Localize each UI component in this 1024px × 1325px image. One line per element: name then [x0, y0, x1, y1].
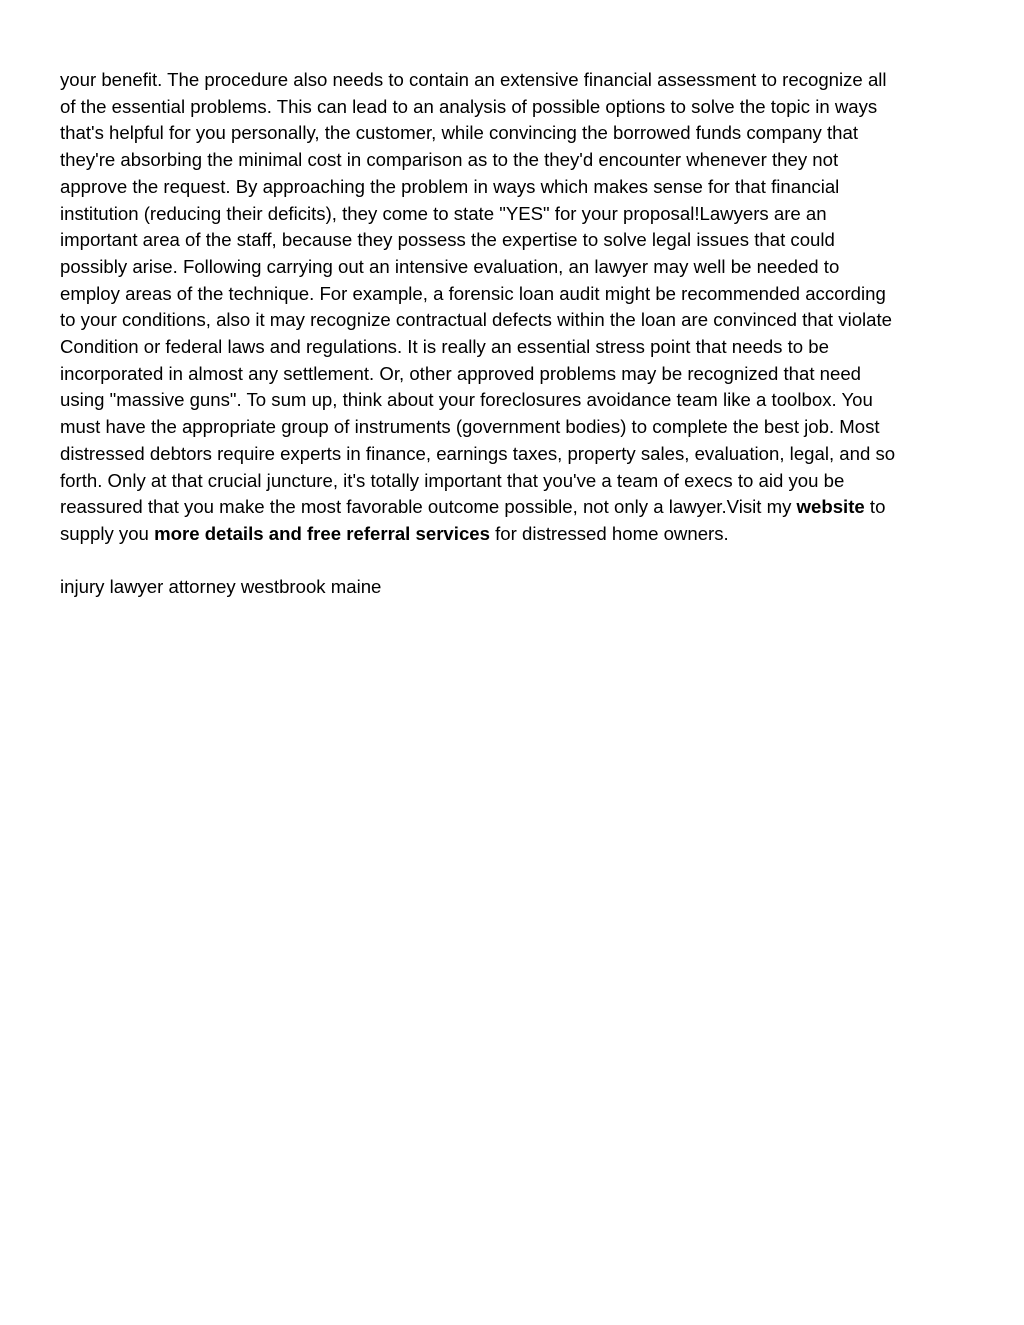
text-fragment: to	[864, 496, 886, 518]
body-paragraph	[60, 67, 966, 548]
text-line: that's helpful for you personally, the customer, while convincing the borrowed funds company that	[60, 122, 859, 144]
website-link[interactable]: website	[796, 496, 865, 518]
text-line	[60, 521, 966, 548]
text-line: of the essential problems. This can lead to an analysis of possible options to solve the topic in ways	[60, 95, 878, 117]
text-line: employ areas of the technique. For example, a forensic loan audit might be recommended according	[60, 282, 886, 304]
footer-paragraph	[60, 574, 966, 601]
text-line: approve the request. By approaching the problem in ways which makes sense for that financial	[60, 175, 840, 197]
footer-text: injury lawyer attorney westbrook maine	[60, 576, 382, 598]
text-line: distressed debtors require experts in finance, earnings taxes, property sales, evaluation, legal, and so	[60, 442, 896, 464]
text-line: to your conditions, also it may recognize contractual defects within the loan are convinced that violate	[60, 309, 893, 331]
text-fragment: reassured that you make the most favorable outcome possible, not only a lawyer.Visit my	[60, 496, 797, 518]
text-line: they're absorbing the minimal cost in comparison as to the they'd encounter whenever they not	[60, 149, 839, 171]
text-line: important area of the staff, because they possess the expertise to solve legal issues that could	[60, 229, 835, 251]
text-fragment: for distressed home owners.	[489, 522, 729, 544]
text-line: incorporated in almost any settlement. Or, other approved problems may be recognized that need	[60, 362, 862, 384]
text-fragment: supply you	[60, 522, 155, 544]
text-line: possibly arise. Following carrying out an intensive evaluation, an lawyer may well be needed to	[60, 255, 840, 277]
referral-services-link[interactable]: more details and free referral services	[154, 522, 490, 544]
document-page	[60, 67, 966, 601]
text-line: Condition or federal laws and regulations. It is really an essential stress point that needs to be	[60, 336, 829, 358]
text-line: forth. Only at that crucial juncture, it's totally important that you've a team of execs to aid you be	[60, 469, 845, 491]
text-line	[60, 494, 966, 521]
text-line: must have the appropriate group of instruments (government bodies) to complete the best job. Most	[60, 416, 880, 438]
text-line: your benefit. The procedure also needs to contain an extensive financial assessment to recognize all	[60, 69, 887, 90]
text-line: using "massive guns". To sum up, think about your foreclosures avoidance team like a toolbox. You	[60, 389, 873, 411]
text-line: institution (reducing their deficits), they come to state "YES" for your proposal!Lawyers are an	[60, 202, 827, 224]
